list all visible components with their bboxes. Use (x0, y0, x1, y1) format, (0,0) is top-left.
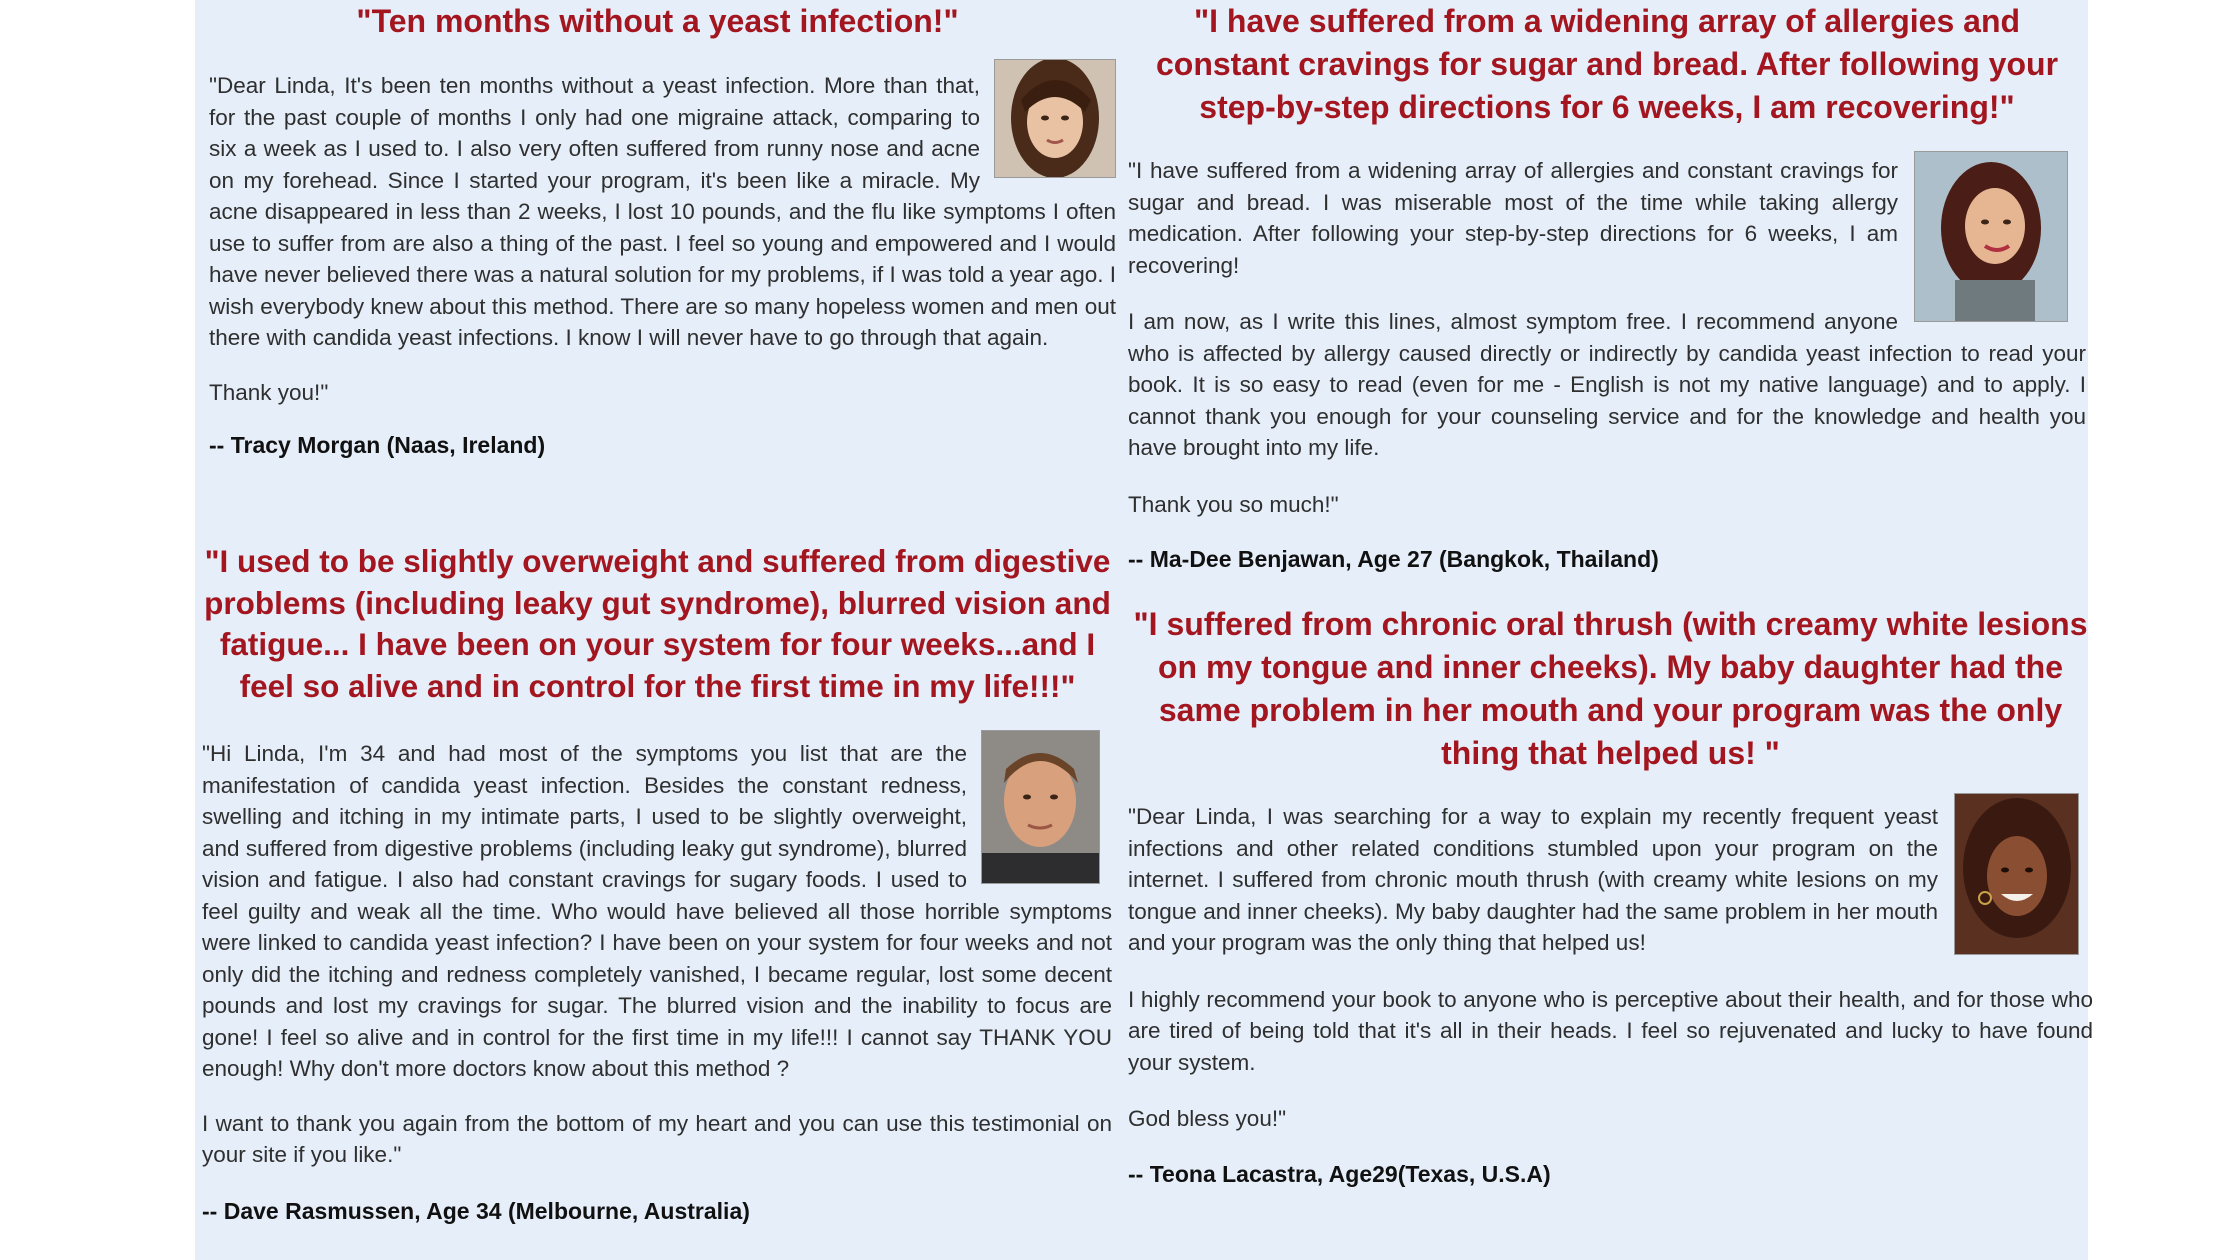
testimonial-body: "Hi Linda, I'm 34 and had most of the symptoms you list that are the manifestation of candida yeast infection. Besides the constant redness, swelling and itching in my intimate parts, I used to be slightly overweight, and suffered from digestive problems (including leaky gut syndrome), blurred vision and fatigue. I also had constant cravings for sugary foods. I used to feel guilty and weak all the time. Who would have believed all those horrible symptoms were linked to candida yeast infection? I have been on your system for four weeks and not only did the itching and redness completely vanished, I became regular, lost some decent pounds and lost my cravings for sugar. The blurred vision and the inability to focus are gone! I feel so alive and in control for the first time in my life!!! I cannot say THANK YOU enough! Why don't more doctors know about this method ? (202, 741, 1112, 1081)
woman-portrait-icon (1915, 152, 2067, 321)
testimonial-body: "I have suffered from a widening array of allergies and constant cravings for sugar and bread. I was miserable most of the time while taking allergy medication. After following your step-by-step directions for 6 weeks, I am recovering! (1128, 158, 1898, 278)
testimonial-body: I am now, as I write this lines, almost symptom free. I recommend anyone who is affected by allergy caused directly or indirectly by candida yeast infection to read your book. It is so easy to read (even for me - English is not my native language) and to apply. I cannot thank you enough for your counseling service and for the knowledge and health you have brought into my life. (1128, 309, 2086, 460)
testimonial-signature: -- Dave Rasmussen, Age 34 (Melbourne, Australia) (202, 1197, 750, 1224)
testimonial-teona (1128, 603, 2093, 1190)
testimonial-body: Thank you so much!" (1128, 491, 1339, 517)
woman-portrait-icon (995, 60, 1115, 177)
testimonial-body: "Dear Linda, I was searching for a way to explain my recently frequent yeast infections and other related conditions stumbled upon your program on the internet. I suffered from chronic mouth thrush (with creamy white lesions on my tongue and inner cheeks). My baby daughter had the same problem in her mouth and your program was the only thing that helped us! (1128, 804, 1938, 955)
testimonial-photo (1954, 793, 2079, 955)
testimonial-body: Thank you!" (209, 379, 329, 405)
testimonial-body: God bless you!" (1128, 1106, 1287, 1131)
testimonial-body: "Dear Linda, It's been ten months without a yeast infection. More than that, for the past couple of months I only had one migraine attack, comparing to six a week as I used to. I also very often suffered from runny nose and acne on my forehead. Since I started your program, it's been like a miracle. My acne disappeared in less than 2 weeks, I lost 10 pounds, and the flu like symptoms I often use to suffer from are also a thing of the past. I feel so young and empowered and I would have never believed there was a natural solution for my problems, if I was told a year ago. I wish everybody knew about this method. There are so many hopeless women and men out there with candida yeast infections. I know I will never have to go through that again. (209, 73, 1116, 350)
testimonial-headline: "I suffered from chronic oral thrush (with creamy white lesions on my tongue and inner cheeks). My baby daughter had the same problem in her mouth and your program was the only thing that helped us! " (1133, 606, 2088, 771)
testimonial-body: I want to thank you again from the bottom of my heart and you can use this testimonial on your site if you like." (202, 1110, 1112, 1167)
testimonial-dave (195, 541, 1120, 1227)
testimonial-photo (981, 730, 1100, 884)
testimonial-signature: -- Tracy Morgan (Naas, Ireland) (209, 432, 546, 458)
testimonial-headline: "Ten months without a yeast infection!" (356, 3, 959, 39)
testimonial-signature: -- Ma-Dee Benjawan, Age 27 (Bangkok, Thailand) (1128, 546, 1659, 572)
testimonial-body: I highly recommend your book to anyone who is perceptive about their health, and for those who are tired of being told that it's all in their heads. I feel so rejuvenated and lucky to have found your system. (1128, 986, 2093, 1075)
testimonial-madee (1128, 0, 2086, 575)
man-portrait-icon (982, 731, 1099, 883)
woman-portrait-icon (1955, 794, 2078, 954)
testimonial-tracy (195, 0, 1120, 461)
testimonial-photo (1914, 151, 2068, 322)
testimonial-photo (994, 59, 1116, 178)
testimonial-signature: -- Teona Lacastra, Age29(Texas, U.S.A) (1128, 1160, 1551, 1187)
testimonial-headline: "I have suffered from a widening array of allergies and constant cravings for sugar and bread. After following your step-by-step directions for 6 weeks, I am recovering!" (1155, 3, 2059, 125)
testimonial-headline: "I used to be slightly overweight and suffered from digestive problems (including leaky gut syndrome), blurred vision and fatigue... I have been on your system for four weeks...and I feel so alive and in control for the first time in my life!!!" (204, 543, 1111, 704)
